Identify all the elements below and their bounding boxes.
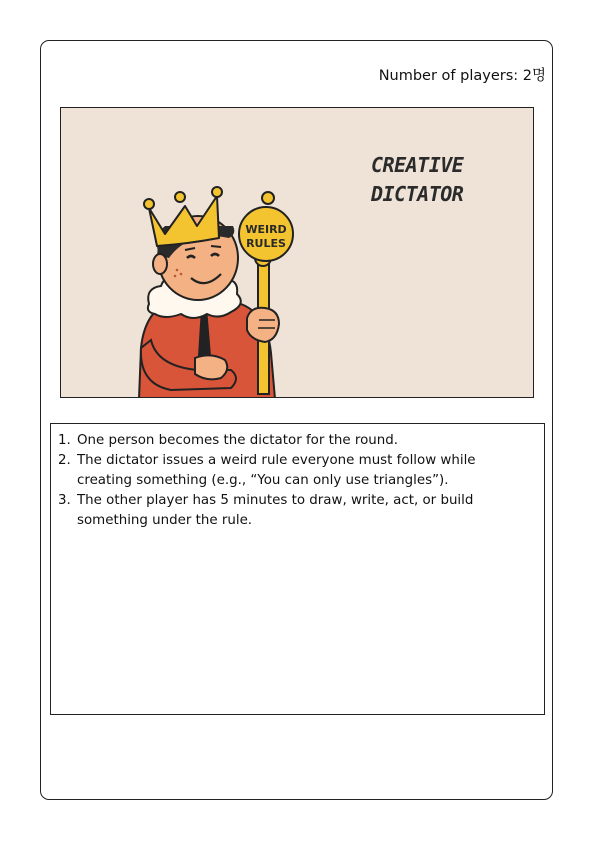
- ear: [153, 254, 167, 274]
- illustration-title-line1: CREATIVE: [371, 153, 464, 177]
- crown: [149, 196, 219, 246]
- game-illustration: [60, 107, 534, 398]
- illustration-title-line2: DICTATOR: [371, 182, 464, 206]
- sceptre-label-line1: WEIRD: [245, 223, 287, 236]
- rule-item: 2. The dictator issues a weird rule everyone must follow while creating something (e.g., “You can only use triangles”).: [75, 451, 532, 491]
- dictator-illustration: [61, 108, 534, 398]
- rules-box: [50, 423, 545, 715]
- player-count: Number of players: 2명: [378, 68, 546, 84]
- sceptre-hand: [247, 308, 279, 342]
- rules-list: [57, 431, 532, 531]
- lap-hand: [195, 355, 227, 379]
- rule-item: 1. One person becomes the dictator for the round.: [75, 431, 532, 451]
- rule-item: 3. The other player has 5 minutes to draw, write, act, or build something under the rule.: [75, 491, 532, 531]
- sceptre-label-line2: RULES: [246, 237, 286, 250]
